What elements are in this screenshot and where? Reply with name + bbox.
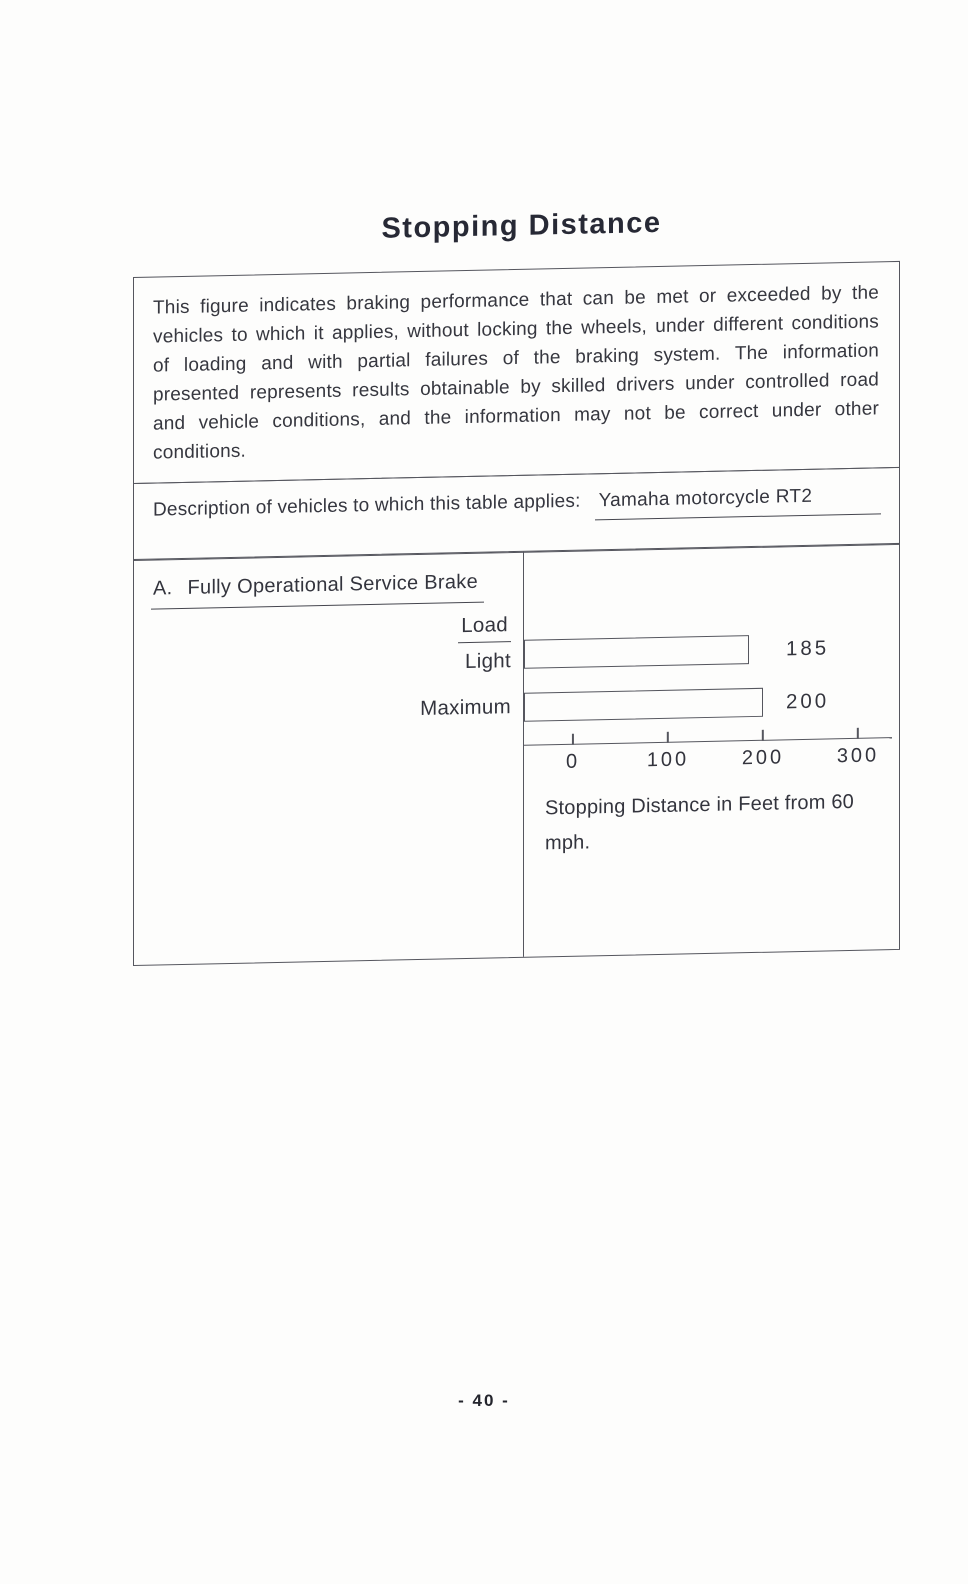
x-axis-caption: Stopping Distance in Feet from 60 mph. [545, 791, 854, 855]
category-label-light: Light [465, 649, 511, 674]
vehicle-description-label: Description of vehicles to which this table applies: [153, 490, 581, 521]
tick-mark [857, 728, 859, 739]
tick-mark [572, 734, 574, 745]
bar-value-maximum: 200 [786, 689, 830, 714]
chart-plot-area [524, 544, 899, 957]
bar-maximum [524, 688, 763, 722]
tick-label: 200 [741, 746, 785, 770]
x-axis-tick-300 [837, 728, 879, 769]
chart-label-panel [134, 552, 524, 965]
tick-label: 300 [836, 744, 880, 768]
section-title [151, 571, 484, 610]
bar-row-maximum [524, 685, 899, 722]
page-title: Stopping Distance [381, 206, 662, 245]
x-axis-tick-0 [566, 734, 580, 774]
tick-mark [762, 730, 764, 741]
notice-text: This figure indicates braking performance that can be met or exceeded by the vehicles to which it applies, without locking the wheels, under different conditions of loading and with partial failures of the braking system. The information presented represents results obtainable by skilled drivers under controlled road and vehicle conditions, and the information may not be correct under other conditions. [153, 282, 879, 464]
tick-mark [667, 732, 669, 743]
x-axis-tick-200 [742, 730, 784, 771]
tick-label: 0 [565, 750, 581, 774]
figure-frame [133, 261, 900, 966]
chart-box [133, 543, 900, 966]
vehicle-description-underline [595, 484, 881, 520]
page-number: - 40 - [458, 1391, 510, 1410]
group-label-load: Load [458, 613, 511, 643]
sheet [133, 152, 900, 966]
x-axis-tick-100 [647, 732, 689, 773]
bar-light [524, 635, 749, 669]
vehicle-description-value: Yamaha motorcycle RT2 [598, 485, 813, 512]
tick-label: 100 [646, 748, 690, 772]
bar-value-light: 185 [786, 636, 830, 661]
section-prefix: A. [153, 577, 173, 600]
bar-row-light [524, 632, 899, 669]
section-title-text: Fully Operational Service Brake [187, 570, 479, 600]
notice-box [133, 261, 900, 484]
category-label-maximum: Maximum [420, 695, 511, 721]
